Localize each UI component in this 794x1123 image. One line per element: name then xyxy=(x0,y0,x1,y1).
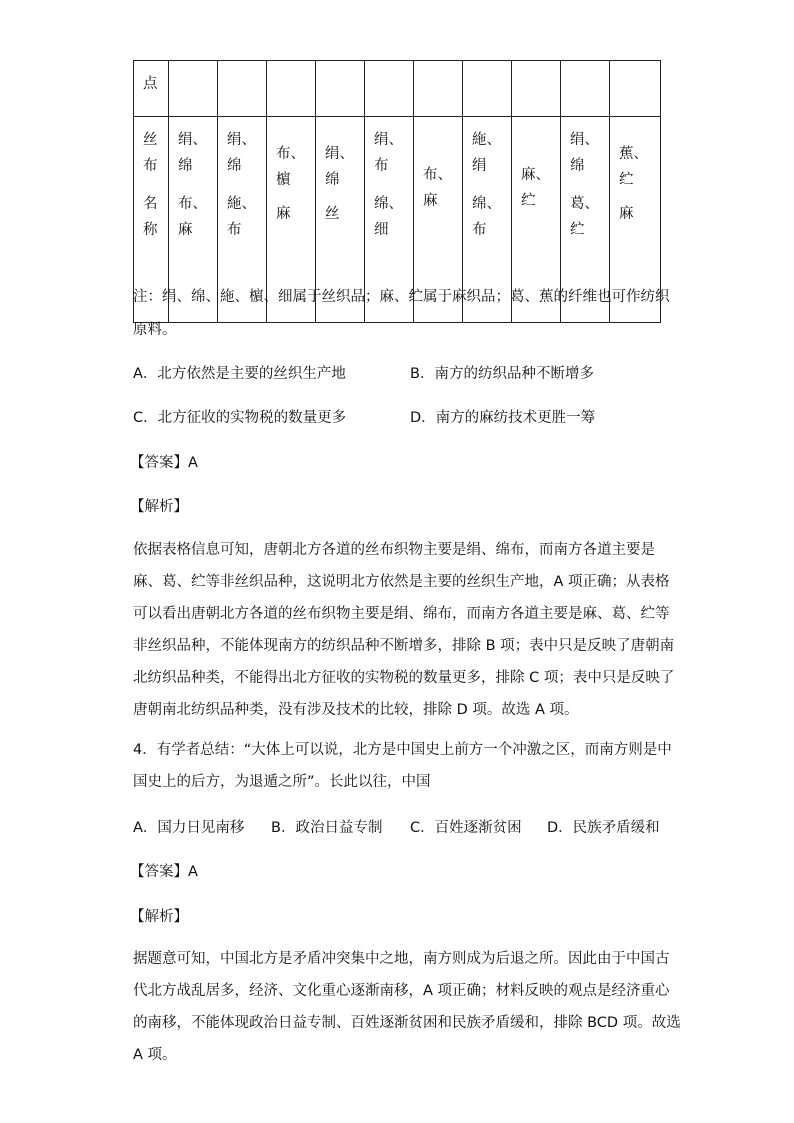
q3-analysis-text: 依据表格信息可知，唐朝北方各道的丝布织物主要是绢、绵布，而南方各道主要是 麻、葛、纻等非丝织品种，这说明北方依然是主要的丝织生产地，A 项正确；从表格 可以看出唐朝北方各道的丝布织物主要是绢、绵布，而南方各道主要是麻、葛、纻等 非丝织品种，不能体现南方的纺织品种不断增多，排除 B 项；表中只是反映了唐朝南 北纺织品种类，不能得出北方征收的实物税的数量更多，排除 C 项；表中只是反映了 唐朝南北纺织品种类，没有涉及技术的比较，排除 D 项。故选 A 项。 xyxy=(133,542,675,718)
q4-option-a: A．国力日见南移 xyxy=(133,820,245,836)
table-cell: 麻、 纻 xyxy=(512,117,561,323)
row-header-cell: 丝 布 名 称 xyxy=(134,117,169,323)
table-note-cont: 原料。 xyxy=(133,322,177,338)
table-cell xyxy=(414,61,463,117)
table-cell xyxy=(316,61,365,117)
table-cell xyxy=(218,61,267,117)
table-note: 注：绢、绵、絁、㯽、细属于丝织品；麻、纻属于麻织品；葛、蕉的纤维也可作纺织 xyxy=(133,289,670,305)
table-cell xyxy=(610,61,661,117)
q4-analysis-heading: 【解析】 xyxy=(130,909,188,925)
table-cell: 布、 㯽 麻 xyxy=(267,117,316,323)
table-cell: 绢、 绵 絁、 布 xyxy=(218,117,267,323)
table-cell: 绢、 绵 丝 xyxy=(316,117,365,323)
q4-option-d: D．民族矛盾缓和 xyxy=(547,820,660,836)
table-cell xyxy=(561,61,610,117)
table-cell xyxy=(169,61,218,117)
textile-table xyxy=(133,60,661,323)
table-cell: 绢、 布 绵、 细 xyxy=(365,117,414,323)
table-cell xyxy=(267,61,316,117)
table-cell xyxy=(365,61,414,117)
table-cell: 绢、 绵 葛、 纻 xyxy=(561,117,610,323)
q3-option-c: C．北方征收的实物税的数量更多 xyxy=(133,410,347,426)
q3-answer: 【答案】A xyxy=(130,455,198,471)
q3-option-d: D．南方的麻纺技术更胜一筹 xyxy=(410,410,596,426)
table-cell: 蕉、 纻 麻 xyxy=(610,117,661,323)
q3-option-b: B．南方的纺织品种不断增多 xyxy=(410,366,594,382)
table-cell: 绢、 绵 布、 麻 xyxy=(169,117,218,323)
row-header-cell: 点 xyxy=(134,61,169,117)
q4-analysis-text: 据题意可知，中国北方是矛盾冲突集中之地，南方则成为后退之所。因此由于中国古 代北方战乱居多，经济、文化重心逐渐南移，A 项正确；材料反映的观点是经济重心 的南移，不能体现政治日益专制、百姓逐渐贫困和民族矛盾缓和，排除 BCD 项。故选 A 项。 xyxy=(133,951,681,1063)
table-cell: 布、 麻 xyxy=(414,117,463,323)
q4-option-b: B．政治日益专制 xyxy=(271,820,383,836)
q4-answer: 【答案】A xyxy=(130,864,198,880)
table-cell: 絁、 绢 绵、 布 xyxy=(463,117,512,323)
table-row xyxy=(134,61,661,117)
q3-option-a: A．北方依然是主要的丝织生产地 xyxy=(133,366,346,382)
q3-analysis-heading: 【解析】 xyxy=(130,499,188,515)
q4-stem: 4．有学者总结：“大体上可以说，北方是中国史上前方一个冲激之区，而南方则是中 国史上的后方，为退遁之所”。长此以往，中国 xyxy=(133,742,672,790)
table-cell xyxy=(512,61,561,117)
q4-option-c: C．百姓逐渐贫困 xyxy=(410,820,522,836)
table-cell xyxy=(463,61,512,117)
